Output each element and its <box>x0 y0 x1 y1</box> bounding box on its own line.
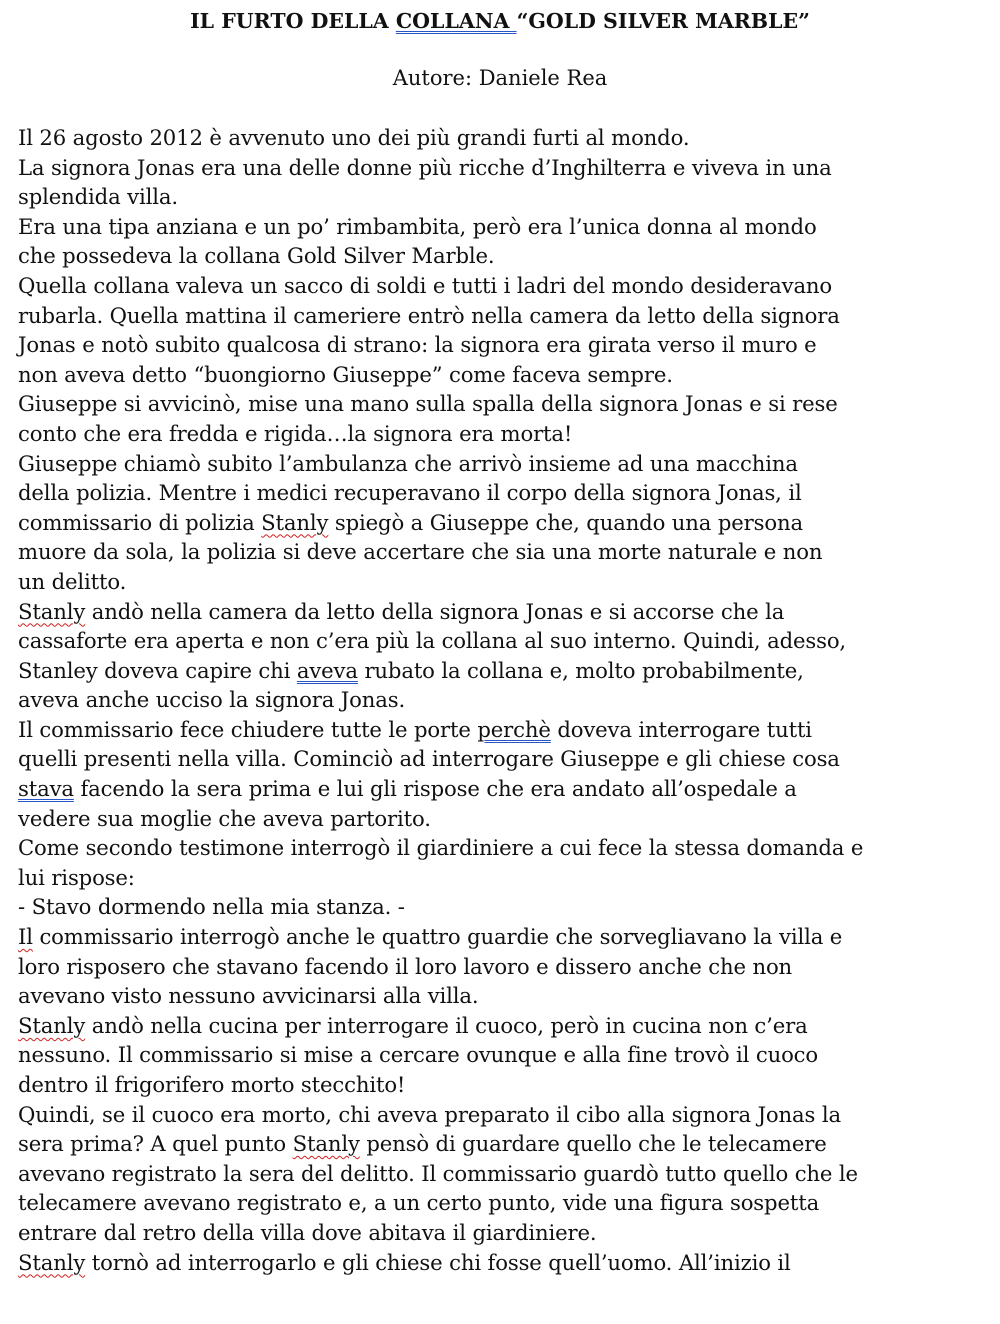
spelling-flagged-word: Il <box>18 924 33 950</box>
text-line <box>18 597 993 627</box>
spelling-flagged-word: Stanly <box>292 1131 360 1157</box>
text-run: Il commissario fece chiudere tutte le porte <box>18 716 478 742</box>
spelling-flagged-word: Stanly <box>18 598 86 624</box>
text-run: commissario interrogò anche le quattro guardie che sorvegliavano la villa e <box>32 924 843 950</box>
text-line: avevano registrato la sera del delitto. Il commissario guardò tutto quello che le <box>18 1160 858 1186</box>
text-line: dentro il frigorifero morto stecchito! <box>18 1072 406 1097</box>
text-line <box>18 1011 993 1041</box>
text-line <box>18 1129 993 1159</box>
text-run: facendo la sera prima e lui gli rispose che era andato all’ospedale a <box>73 776 797 802</box>
text-run: commissario di polizia <box>18 509 262 535</box>
text-line: Jonas e notò subito qualcosa di strano: la signora era girata verso il muro e <box>18 332 817 358</box>
text-line: loro risposero che stavano facendo il loro lavoro e dissero anche che non <box>18 953 793 979</box>
text-line: Giuseppe si avvicinò, mise una mano sulla spalla della signora Jonas e si rese <box>18 391 838 417</box>
text-line: nessuno. Il commissario si mise a cercare ovunque e alla fine trovò il cuoco <box>18 1042 819 1068</box>
text-run: sera prima? A quel punto <box>18 1131 293 1157</box>
text-run: andò nella cucina per interrogare il cuoco, però in cucina non c’era <box>85 1012 808 1038</box>
text-line: un delitto. <box>18 568 127 594</box>
title-part-1: IL FURTO DELLA <box>190 9 396 33</box>
text-run: Stanley doveva capire chi <box>18 657 297 683</box>
text-line: splendida villa. <box>18 184 178 210</box>
document-title <box>0 6 1000 36</box>
title-part-3: “GOLD SILVER MARBLE” <box>516 9 810 33</box>
text-line: Era una tipa anziana e un po’ rimbambita, però era l’unica donna al mondo <box>18 213 817 239</box>
text-line <box>18 1248 993 1278</box>
text-line <box>18 922 993 952</box>
text-line: Come secondo testimone interrogò il giardiniere a cui fece la stessa domanda e <box>18 835 864 861</box>
text-line: Quella collana valeva un sacco di soldi e tutti i ladri del mondo desideravano <box>18 272 833 298</box>
text-line: telecamere avevano registrato e, a un certo punto, vide una figura sospetta <box>18 1190 820 1216</box>
grammar-flagged-word: aveva <box>296 657 358 683</box>
text-line: aveva anche ucciso la signora Jonas. <box>18 687 406 713</box>
text-line: che possedeva la collana Gold Silver Marble. <box>18 243 495 269</box>
grammar-flagged-word: stava <box>18 776 74 802</box>
text-line <box>18 715 993 745</box>
text-run: spiegò a Giuseppe che, quando una persona <box>328 509 803 535</box>
document-body <box>18 123 993 1277</box>
text-run: tornò ad interrogarlo e gli chiese chi fosse quell’uomo. All’inizio il <box>85 1249 791 1275</box>
title-part-2-grammar-flag: COLLANA <box>395 9 517 33</box>
grammar-flagged-word: perchè <box>477 716 551 742</box>
spelling-flagged-word: Stanly <box>18 1012 86 1038</box>
text-run: pensò di guardare quello che le telecamere <box>359 1131 827 1157</box>
text-line: lui rispose: <box>18 864 135 890</box>
text-line: rubarla. Quella mattina il cameriere entrò nella camera da letto della signora <box>18 302 840 328</box>
text-run: doveva interrogare tutti <box>550 716 812 742</box>
text-line: - Stavo dormendo nella mia stanza. - <box>18 894 405 920</box>
spelling-flagged-word: Stanly <box>18 1249 86 1275</box>
text-line <box>18 508 993 538</box>
text-line: muore da sola, la polizia si deve accertare che sia una morte naturale e non <box>18 539 823 565</box>
text-line: entrare dal retro della villa dove abitava il giardiniere. <box>18 1219 597 1245</box>
text-line: non aveva detto “buongiorno Giuseppe” come faceva sempre. <box>18 361 673 387</box>
text-line: avevano visto nessuno avvicinarsi alla villa. <box>18 983 479 1009</box>
text-line: La signora Jonas era una delle donne più ricche d’Inghilterra e viveva in una <box>18 154 832 180</box>
text-line: quelli presenti nella villa. Cominciò ad interrogare Giuseppe e gli chiese cosa <box>18 746 840 772</box>
text-run: andò nella camera da letto della signora Jonas e si accorse che la <box>85 598 785 624</box>
text-line: Giuseppe chiamò subito l’ambulanza che arrivò insieme ad una macchina <box>18 450 798 476</box>
text-line <box>18 774 993 804</box>
text-line: della polizia. Mentre i medici recuperavano il corpo della signora Jonas, il <box>18 480 802 506</box>
text-line: Il 26 agosto 2012 è avvenuto uno dei più grandi furti al mondo. <box>18 125 690 150</box>
text-line: vedere sua moglie che aveva partorito. <box>18 805 431 831</box>
text-run: rubato la collana e, molto probabilmente, <box>357 657 804 683</box>
text-line: cassaforte era aperta e non c’era più la collana al suo interno. Quindi, adesso, <box>18 628 847 654</box>
text-line: conto che era fredda e rigida…la signora era morta! <box>18 420 573 446</box>
text-line <box>18 656 993 686</box>
spelling-flagged-word: Stanly <box>261 509 329 535</box>
document-author: Autore: Daniele Rea <box>392 66 608 90</box>
text-line: Quindi, se il cuoco era morto, chi aveva preparato il cibo alla signora Jonas la <box>18 1101 841 1127</box>
